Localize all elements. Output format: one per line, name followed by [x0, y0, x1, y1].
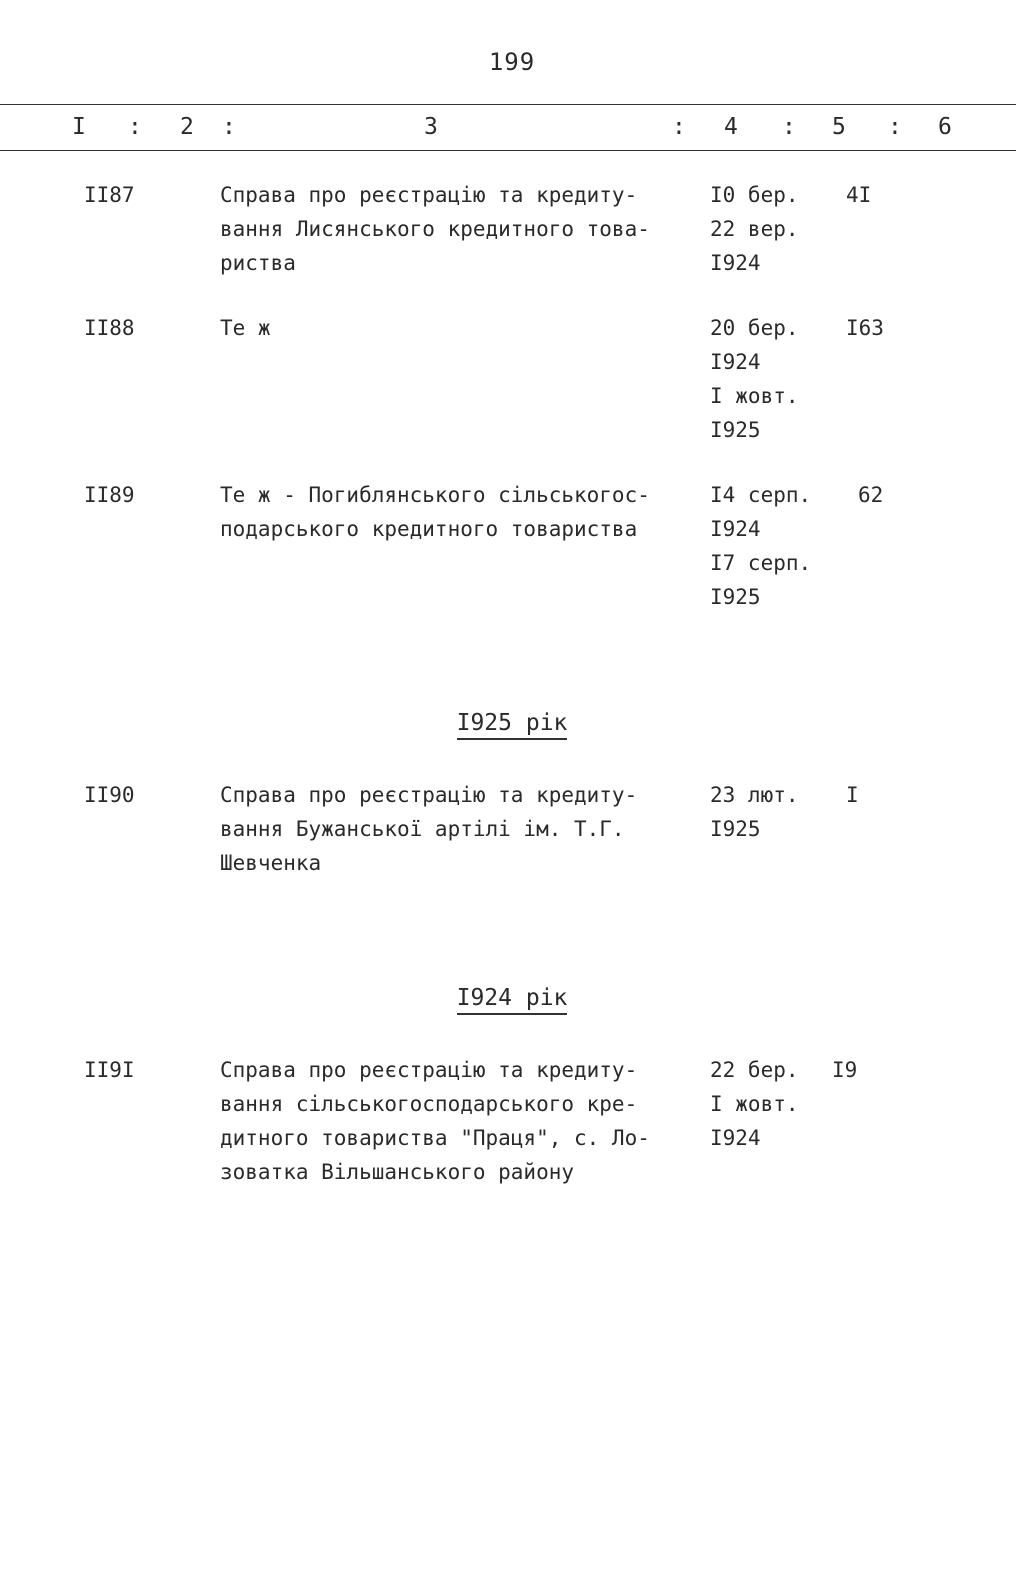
header-separator: : [222, 114, 236, 140]
case-dates [710, 478, 811, 614]
date-line: I жовт. [710, 1092, 799, 1116]
date-line: 22 вер. [710, 217, 799, 241]
header-col-2: 2 [180, 114, 194, 140]
header-separator: : [128, 114, 142, 140]
date-line: I925 [710, 418, 761, 442]
date-line: I жовт. [710, 384, 799, 408]
description-line: подарського кредитного товариства [220, 517, 638, 541]
case-description [220, 178, 700, 280]
case-number: II90 [84, 783, 135, 807]
case-dates [710, 311, 799, 447]
date-line: I925 [710, 585, 761, 609]
header-col-3: 3 [424, 114, 438, 140]
sheet-count: 4I [846, 183, 872, 207]
header-separator: : [888, 114, 902, 140]
header-col-1: I [72, 114, 86, 140]
description-line: риства [220, 251, 296, 275]
date-line: 22 бер. [710, 1058, 799, 1082]
header-col-6: 6 [938, 114, 952, 140]
header-rule-top [0, 104, 1016, 105]
description-line: Те ж [220, 316, 271, 340]
case-dates [710, 178, 799, 280]
date-line: I924 [710, 350, 761, 374]
date-line: I924 [710, 251, 761, 275]
date-line: I4 серп. [710, 483, 812, 507]
description-line: дитного товариства "Праця", с. Ло- [220, 1126, 650, 1150]
case-dates [710, 778, 799, 846]
description-line: вання Лисянського кредитного това- [220, 217, 650, 241]
year-heading-text: I924 рік [457, 985, 568, 1015]
case-number: II88 [84, 316, 135, 340]
year-heading-text: I925 рік [457, 710, 568, 740]
description-line: Шевченка [220, 851, 322, 875]
header-col-5: 5 [832, 114, 846, 140]
case-number: II9I [84, 1058, 135, 1082]
date-line: 20 бер. [710, 316, 799, 340]
case-description [220, 1053, 700, 1189]
case-description [220, 478, 700, 546]
case-number: II87 [84, 183, 135, 207]
description-line: зоватка Вільшанського району [220, 1160, 575, 1184]
date-line: I7 серп. [710, 551, 812, 575]
sheet-count: I [846, 783, 859, 807]
description-line: вання сільськогосподарського кре- [220, 1092, 638, 1116]
date-line: 23 лют. [710, 783, 799, 807]
header-separator: : [782, 114, 796, 140]
sheet-count: I63 [846, 316, 884, 340]
date-line: I925 [710, 817, 761, 841]
description-line: Справа про реєстрацію та кредиту- [220, 783, 638, 807]
header-separator: : [672, 114, 686, 140]
header-col-4: 4 [724, 114, 738, 140]
date-line: I924 [710, 517, 761, 541]
case-description [220, 778, 700, 880]
year-heading [0, 710, 1024, 736]
case-description [220, 311, 700, 345]
description-line: Справа про реєстрацію та кредиту- [220, 183, 638, 207]
description-line: Те ж - Погиблянського сільськогос- [220, 483, 650, 507]
page-number: 199 [488, 48, 536, 76]
case-dates [710, 1053, 799, 1155]
year-heading [0, 985, 1024, 1011]
description-line: вання Бужанської артілі ім. Т.Г. [220, 817, 625, 841]
case-number: II89 [84, 483, 135, 507]
date-line: I0 бер. [710, 183, 799, 207]
sheet-count: 62 [858, 483, 884, 507]
sheet-count: I9 [832, 1058, 858, 1082]
header-rule-bottom [0, 150, 1016, 151]
description-line: Справа про реєстрацію та кредиту- [220, 1058, 638, 1082]
date-line: I924 [710, 1126, 761, 1150]
